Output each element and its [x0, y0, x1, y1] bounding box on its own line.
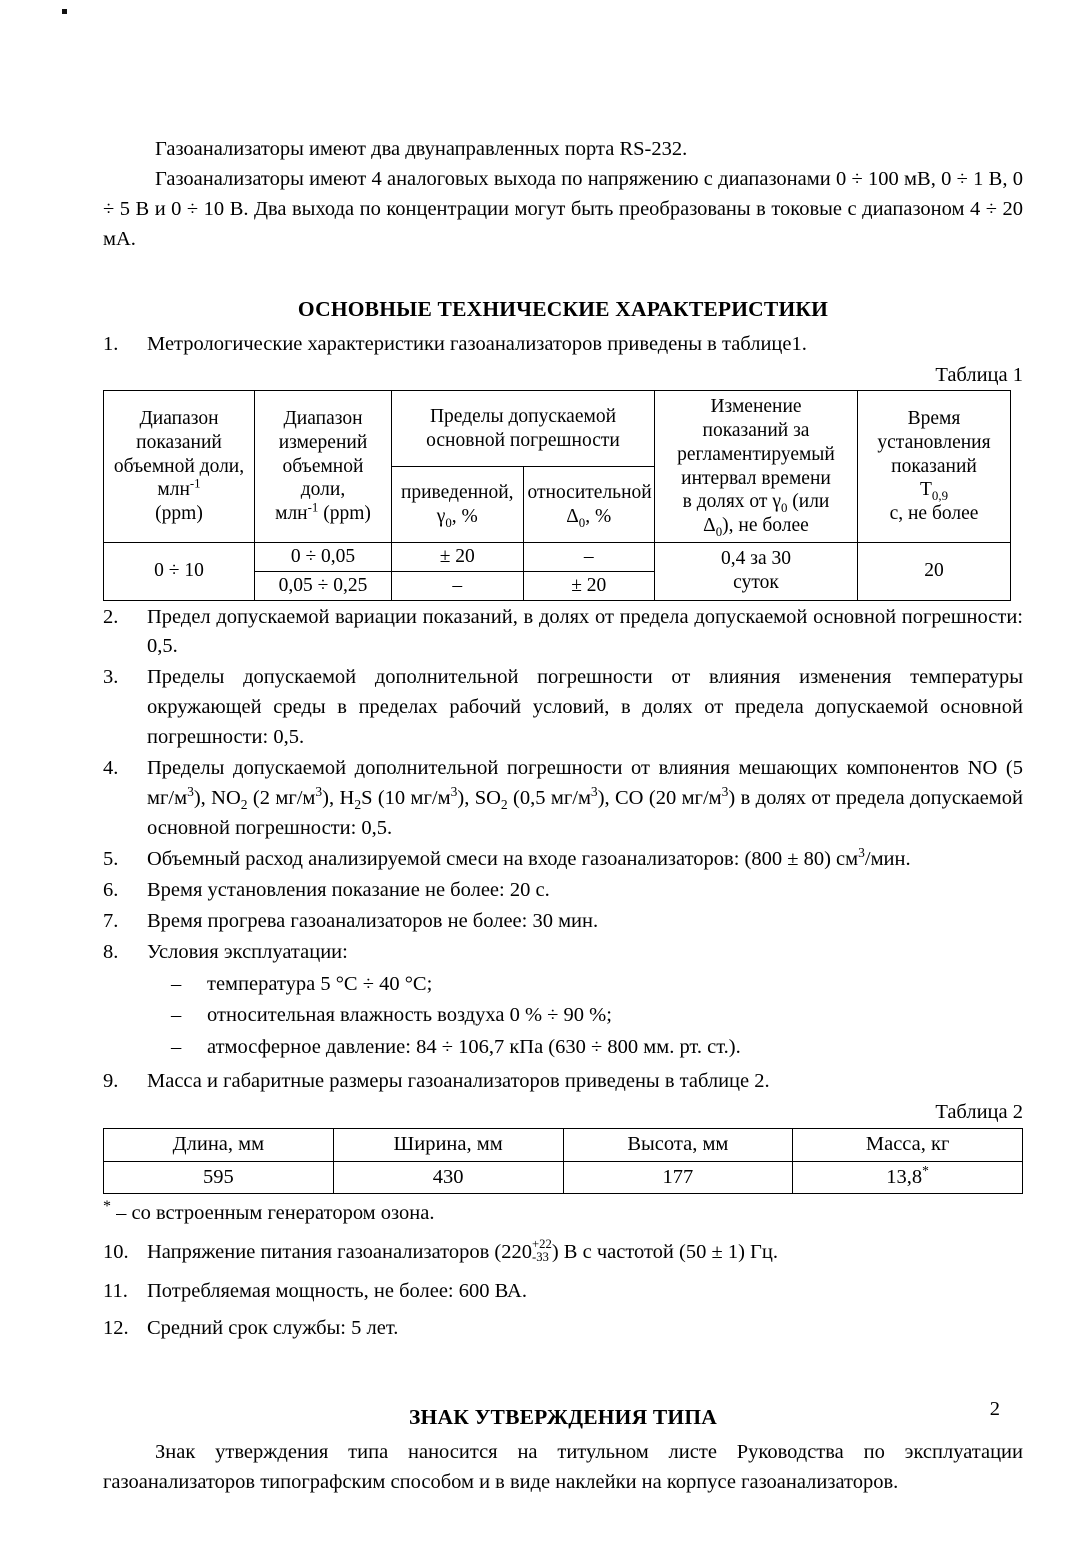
- footnote-text: – со встроенным генератором озона.: [111, 1201, 435, 1224]
- table1-cell-display-range: 0 ÷ 10: [104, 542, 255, 600]
- table1-header-reading-change-l2: показаний за: [702, 420, 810, 442]
- list-item-9-number: 9.: [103, 1070, 119, 1093]
- table1-header-reading-change-l6pre: Δ: [703, 515, 716, 537]
- chem-so2-a: ), SO: [457, 787, 501, 810]
- table1-header-measure-range-sup: -1: [307, 500, 319, 515]
- table1-header-reduced-error-sub: 0: [445, 515, 452, 530]
- table2-header-row: [104, 1128, 1023, 1161]
- scan-speck-artifact: [62, 9, 67, 14]
- dash-bullet-icon: –: [171, 1036, 182, 1059]
- page-content: [103, 135, 1023, 1498]
- intro-paragraph-2: Газоанализаторы имеют 4 аналоговых выхода по напряжению с диапазонами 0 ÷ 100 мВ, 0 ÷ 1 В, 0 ÷ 5 В и 0 ÷ 10 В. Два выхода по концентрации могут быть преобразованы в токовые с диапазоном 4 ÷ 20 мА.: [103, 167, 1023, 250]
- chem-tail: предела допускаемой основной погрешности: 0,5.: [147, 787, 1023, 839]
- list-item-1: [103, 330, 1023, 360]
- table-mass-dimensions: [103, 1128, 1023, 1194]
- table1-caption: Таблица 1: [935, 363, 1023, 386]
- table1-header-relative-error-sym: Δ: [566, 505, 579, 527]
- table1-cell-relative-1: –: [523, 542, 655, 571]
- table1-header-settling-time-l1: Время: [907, 408, 961, 430]
- flow-post: /мин.: [864, 847, 911, 870]
- list-item-11: [103, 1277, 1023, 1307]
- chem-h2s-a: ), H: [322, 787, 355, 810]
- table2-cell-length: 595: [104, 1161, 334, 1194]
- table1-header-reduced-error: [392, 467, 524, 543]
- table1-header-measure-range-tail: (ppm): [318, 503, 371, 525]
- table1-header-reading-change: [655, 391, 858, 543]
- table2-cell-mass: [793, 1161, 1023, 1194]
- chem-co-a: ), CO (20 мг/м: [597, 787, 722, 810]
- list-item-5-number: 5.: [103, 847, 119, 870]
- dash-bullet-icon: –: [171, 1004, 182, 1027]
- table1-header-reading-change-l4: интервал времени: [681, 467, 831, 489]
- footnote-star-icon: *: [103, 1198, 111, 1216]
- list-item-5: [103, 845, 1023, 875]
- table2-footnote: [103, 1196, 1023, 1228]
- table1-header-display-range-tail: (ppm): [155, 503, 203, 525]
- list-item-3: [103, 663, 1023, 753]
- chem-so2-sub: 2: [500, 797, 508, 813]
- table1-header-error-limits-group: Пределы допускаемой основной погрешности: [392, 391, 655, 467]
- list-item-10-number: 10.: [103, 1240, 129, 1263]
- intro-paragraph-1: Газоанализаторы имеют два двунаправленных порта RS-232.: [155, 138, 688, 160]
- list-item-7-text: Время прогрева газоанализаторов не более: 30 мин.: [147, 909, 599, 932]
- table1-header-row-1: [104, 391, 1011, 467]
- list-item-3-text: Пределы допускаемой дополнительной погрешности от влияния изменения температуры окружающей среды в пределах рабочий условий, в долях от предела допускаемой основной погрешности: 0,5.: [147, 666, 1023, 749]
- list-item-6: [103, 876, 1023, 906]
- table1-cell-change: [655, 542, 858, 600]
- table1-header-measure-range: [255, 391, 392, 543]
- table1-cell-reduced-2: –: [392, 571, 524, 600]
- sub-item-humidity: [103, 1001, 1023, 1031]
- table1-header-relative-error-sub: 0: [578, 515, 586, 530]
- flow-sup: 3: [858, 845, 865, 861]
- table1-cell-measure-range-2: 0,05 ÷ 0,25: [255, 571, 392, 600]
- voltage-tolerance-fraction: [532, 1238, 552, 1264]
- voltage-post: ) В с частотой (50 ± 1) Гц.: [551, 1240, 779, 1263]
- sub-item-pressure: [103, 1033, 1023, 1063]
- table1-header-reading-change-l5sub: 0: [780, 501, 788, 516]
- section-heading-technical-characteristics: ОСНОВНЫЕ ТЕХНИЧЕСКИЕ ХАРАКТЕРИСТИКИ: [297, 296, 829, 321]
- page-number: 2: [989, 1398, 1000, 1420]
- numbered-list-part1: [103, 330, 1023, 360]
- list-item-12-text: Средний срок службы: 5 лет.: [147, 1316, 399, 1339]
- table1-header-settling-time-l2: установления: [877, 431, 991, 453]
- table1-header-relative-error-l1: относительной: [527, 481, 652, 503]
- table1-header-display-range-text: Диапазон показаний объемной доли, млн: [113, 408, 245, 501]
- table1-header-settling-time-l4pre: Т: [920, 479, 932, 501]
- section-heading-type-approval-mark: ЗНАК УТВЕРЖДЕНИЯ ТИПА: [409, 1405, 717, 1430]
- table1-header-reading-change-l5pre: в долях от γ: [682, 491, 781, 513]
- table2-cell-height: 177: [563, 1161, 793, 1194]
- table1-header-reduced-error-l1: приведенной,: [400, 481, 514, 503]
- table1-cell-settling: 20: [858, 542, 1011, 600]
- table1-header-settling-time-l5: с, не более: [889, 503, 979, 525]
- table-row: [104, 1161, 1023, 1194]
- list-item-2-text: Предел допускаемой вариации показаний, в долях от предела допускаемой основной погрешности: 0,5.: [147, 605, 1023, 658]
- list-item-11-text: Потребляемая мощность, не более: 600 ВА.: [147, 1279, 527, 1302]
- voltage-tolerance-lower: -33: [531, 1250, 549, 1265]
- table-row: [104, 542, 1011, 571]
- chem-co-sup: 3: [721, 784, 729, 800]
- table2-header-height: Высота, мм: [563, 1128, 793, 1161]
- sub-item-temperature: [103, 970, 1023, 1000]
- table1-header-measure-range-text: Диапазон измерений объемной доли,: [278, 408, 368, 501]
- list-item-4-line1: Пределы допускаемой дополнительной погрешности от влияния мешающих компонентов: [147, 757, 960, 780]
- sub-item-humidity-text: относительная влажность воздуха 0 % ÷ 90 %;: [207, 1004, 612, 1027]
- table2-header-length: Длина, мм: [104, 1128, 334, 1161]
- list-item-7-number: 7.: [103, 909, 119, 932]
- chem-h2s-sub: 2: [354, 797, 362, 813]
- table1-cell-relative-2: ± 20: [523, 571, 655, 600]
- chem-so2-sup: 3: [590, 784, 598, 800]
- table2-cell-mass-footnote-marker: *: [922, 1162, 929, 1178]
- numbered-list-part3: [103, 1067, 1023, 1097]
- table1-header-settling-time-l4sub: 0,9: [931, 489, 948, 504]
- list-item-10: [103, 1238, 1023, 1268]
- table1-header-reading-change-l3: регламентируемый: [677, 443, 835, 465]
- table1-header-reduced-error-sym: γ: [436, 505, 446, 527]
- table1-header-settling-time-l3: показаний: [891, 455, 977, 477]
- list-item-9: [103, 1067, 1023, 1097]
- table2-cell-mass-value: 13,8: [886, 1165, 923, 1188]
- chem-h2s-sup: 3: [450, 784, 458, 800]
- voltage-tolerance-upper: +22: [531, 1237, 552, 1252]
- list-item-8: [103, 938, 1023, 968]
- chem-so2-b: (0,5 мг/м: [507, 787, 591, 810]
- list-item-5-text: [147, 845, 911, 870]
- flow-pre: Объемный расход анализируемой смеси на входе газоанализаторов: (800 ± 80) см: [147, 847, 859, 870]
- list-item-1-text: Метрологические характеристики газоанализаторов приведены в таблице1.: [147, 332, 807, 355]
- list-item-2-number: 2.: [103, 605, 119, 628]
- operating-conditions-list: [103, 970, 1023, 1064]
- table1-cell-measure-range-1: 0 ÷ 0,05: [255, 542, 392, 571]
- sub-item-pressure-text: атмосферное давление: 84 ÷ 106,7 кПа (630 ÷ 800 мм. рт. ст.).: [207, 1036, 741, 1059]
- list-item-11-number: 11.: [103, 1279, 128, 1302]
- sub-item-temperature-text: температура 5 °С ÷ 40 °С;: [207, 972, 433, 995]
- table1-header-relative-error-unit: , %: [585, 505, 612, 527]
- list-item-9-text: Масса и габаритные размеры газоанализаторов приведены в таблице 2.: [147, 1070, 770, 1093]
- voltage-pre: Напряжение питания газоанализаторов (220: [147, 1240, 532, 1263]
- table1-header-settling-time: [858, 391, 1011, 543]
- list-item-7: [103, 907, 1023, 937]
- list-item-6-number: 6.: [103, 878, 119, 901]
- dash-bullet-icon: –: [171, 972, 182, 995]
- list-item-3-number: 3.: [103, 666, 119, 689]
- table1-header-relative-error: [523, 467, 655, 543]
- list-item-4: [103, 754, 1023, 844]
- list-item-4-number: 4.: [103, 757, 119, 780]
- table1-cell-change-l1: 0,4 за 30: [721, 548, 791, 570]
- table1-cell-reduced-1: ± 20: [392, 542, 524, 571]
- list-item-10-text: [147, 1237, 779, 1265]
- chem-no2-sub: 2: [240, 797, 248, 813]
- list-item-6-text: Время установления показание не более: 20 с.: [147, 878, 550, 901]
- type-approval-paragraph: Знак утверждения типа наносится на титульном листе Руководства по эксплуатации газоанализаторов типографским способом и в виде наклейки на корпусе газоанализаторов.: [103, 1441, 1023, 1494]
- numbered-list-part2: [103, 603, 1023, 968]
- table1-header-measure-range-l2: млн: [275, 503, 308, 525]
- chem-no2-b: (2 мг/м: [247, 787, 316, 810]
- table1-header-display-range: [104, 391, 255, 543]
- chem-h2s-b: S (10 мг/м: [361, 787, 451, 810]
- table1-header-reading-change-l6post: ), не более: [722, 515, 809, 537]
- list-item-12: [103, 1314, 1023, 1344]
- table-metrological-characteristics: [103, 390, 1011, 600]
- list-item-2: [103, 603, 1023, 663]
- table1-cell-change-l2: суток: [733, 572, 779, 594]
- table1-header-reading-change-l5post: (или: [787, 491, 830, 513]
- table2-header-mass: Масса, кг: [793, 1128, 1023, 1161]
- numbered-list-part4: [103, 1238, 1023, 1344]
- list-item-8-text: Условия эксплуатации:: [147, 940, 348, 963]
- table2-cell-width: 430: [333, 1161, 563, 1194]
- list-item-8-number: 8.: [103, 940, 119, 963]
- chem-no2-a: ), NO: [193, 787, 241, 810]
- chem-no: NO (5 мг/м: [147, 757, 1023, 810]
- table1-header-display-range-sup: -1: [189, 476, 201, 491]
- table1-header-reduced-error-unit: , %: [451, 505, 478, 527]
- table1-header-reading-change-l1: Изменение: [710, 396, 802, 418]
- list-item-12-number: 12.: [103, 1316, 129, 1339]
- chem-no-sup: 3: [187, 784, 194, 800]
- chem-no2-sup: 3: [315, 784, 323, 800]
- table2-caption: Таблица 2: [935, 1101, 1023, 1124]
- table1-header-reading-change-l6sub: 0: [715, 525, 723, 540]
- table2-header-width: Ширина, мм: [333, 1128, 563, 1161]
- chem-co-b: ) в долях от: [728, 787, 831, 810]
- list-item-1-number: 1.: [103, 332, 119, 355]
